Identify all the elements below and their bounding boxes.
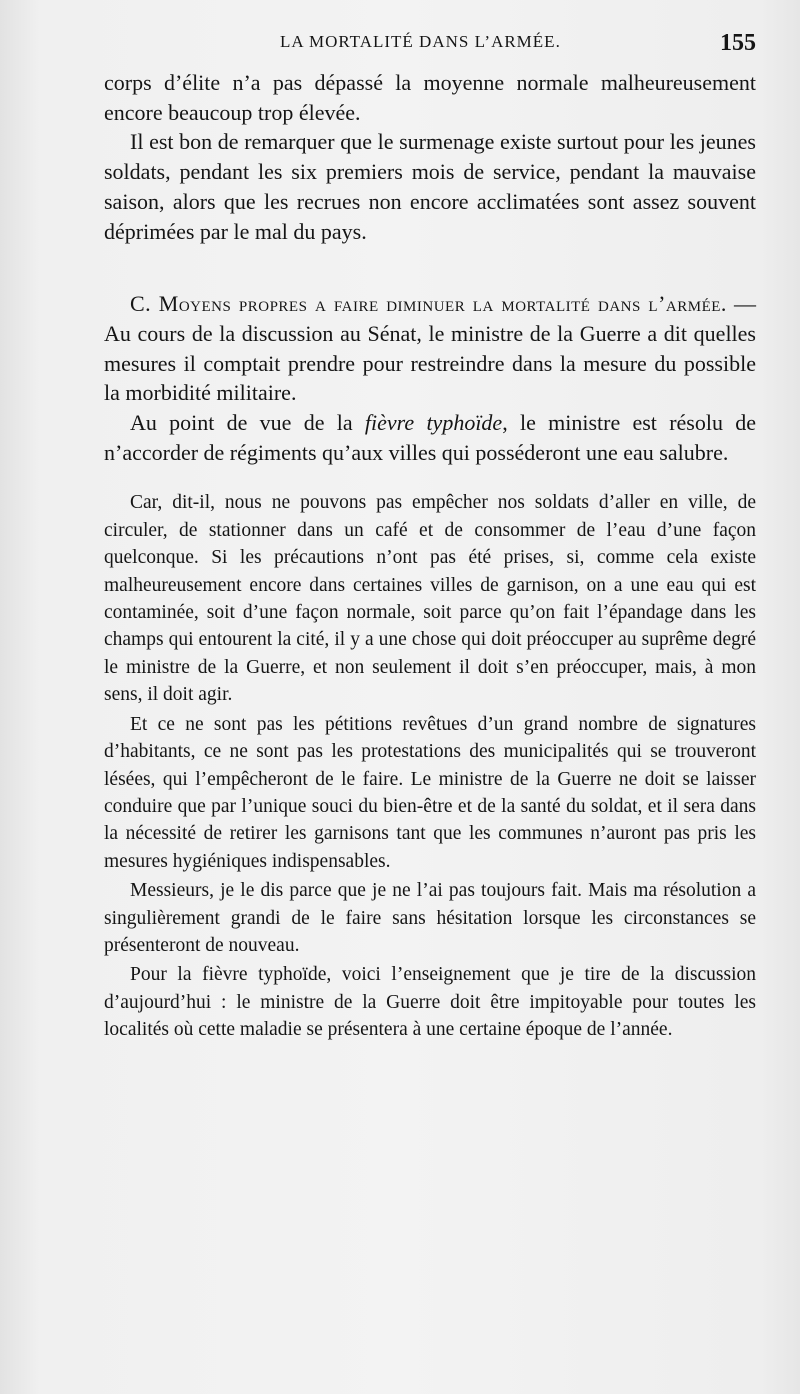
main-text (104, 68, 756, 1044)
quote-paragraph-3: Messieurs, je le dis parce que je ne l’ai pas toujours fait. Mais ma résolution a singulièrement grandi de le faire sans hésitation lorsque les circonstances se présenteront de nouveau. (104, 880, 756, 956)
paragraph-surmenage: Il est bon de remarquer que le surmenage existe surtout pour les jeunes soldats, pendant les six premiers mois de service, pendant la mauvaise saison, alors que les recrues non encore acclimatées sont assez souvent déprimées par le mal du pays. (104, 129, 756, 244)
running-head (100, 32, 756, 62)
paragraph-continued: corps d’élite n’a pas dépassé la moyenne normale malheureusement encore beaucoup trop élevée. (104, 70, 756, 125)
minister-quote (104, 489, 756, 1043)
fievre-text-end: , le ministre est résolu de n’accorder de régiments qu’aux villes qui posséderont une eau salubre. (104, 410, 756, 465)
paragraph-fievre (104, 408, 756, 467)
running-head-title: LA MORTALITÉ DANS L’ARMÉE. (280, 32, 561, 51)
fievre-text-start: Au point de vue de la (130, 410, 365, 436)
page-number: 155 (720, 30, 756, 56)
quote-paragraph-2: Et ce ne sont pas les pétitions revêtues d’un grand nombre de signatures d’habitants, ce ne sont pas les protestations des municipalités qui se trouveront lésées, qui l’empêcheront de le faire. Le ministre de la Guerre ne doit se laisser conduire que par l’unique souci du bien-être et de la santé du soldat, et il sera dans la nécessité de retirer les garnisons tant que les communes n’auront pas pris les mesures hygiéniques indispensables. (104, 713, 756, 872)
section-c-paragraph (104, 289, 756, 408)
section-heading: C. Moyens propres a faire diminuer la mortalité dans l’armée. (130, 291, 727, 317)
fievre-typhoide-emphasis: fièvre typhoïde (364, 410, 503, 436)
section-text: — Au cours de la discussion au Sénat, le ministre de la Guerre a dit quelles mesures il comptait prendre pour restreindre dans la mesure du possible la morbidité militaire. (104, 291, 757, 406)
quote-paragraph-1: Car, dit-il, nous ne pouvons pas empêcher nos soldats d’aller en ville, de circuler, de stationner dans un café et de consommer de l’eau d’une façon quelconque. Si les précautions n’ont pas été prises, si, comme cela existe malheureusement encore dans certaines villes de garnison, on a une eau qui est contaminée, soit d’une façon normale, soit parce qu’on fait l’épandage dans les champs qui entourent la cité, il y a une chose qui doit préoccuper au suprême degré le ministre de la Guerre, et non seulement il doit s’en préoccuper, mais, à mon sens, il doit agir. (104, 492, 756, 706)
quote-paragraph-4: Pour la fièvre typhoïde, voici l’enseignement que je tire de la discussion d’aujourd’hui : le ministre de la Guerre doit être impitoyable pour toutes les localités où cette maladie se présentera à une certaine époque de l’année. (104, 964, 756, 1041)
